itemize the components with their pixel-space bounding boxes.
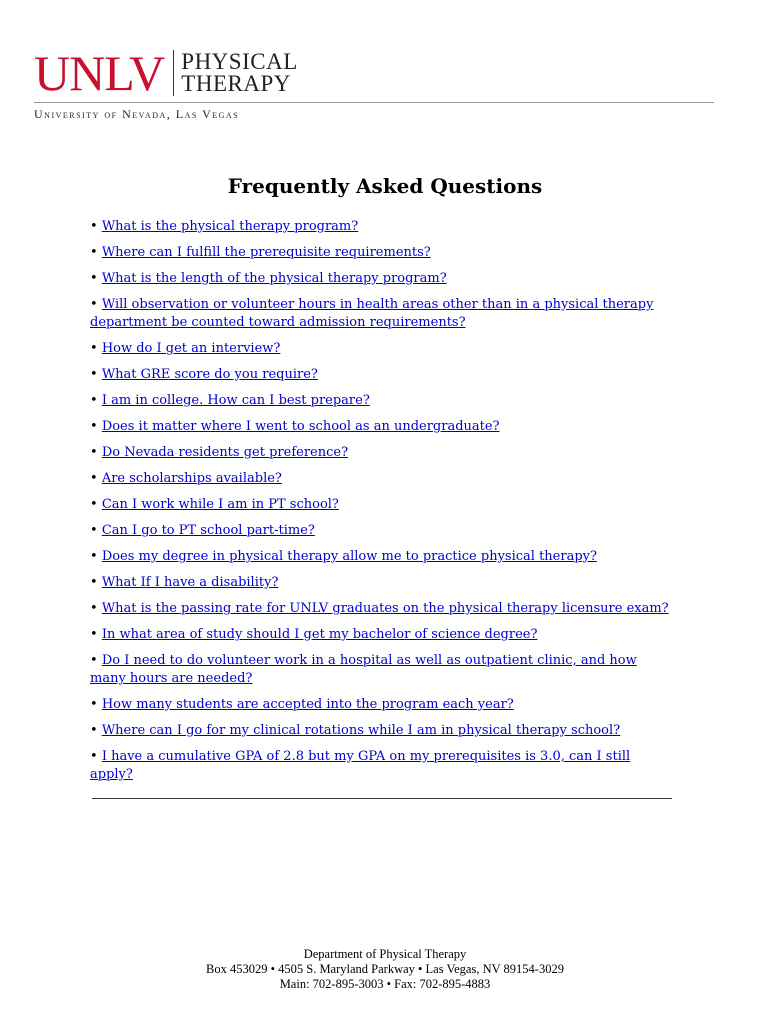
bullet: • (90, 297, 98, 312)
letterhead (34, 45, 714, 121)
faq-item (90, 366, 670, 384)
faq-question-link[interactable]: Where can I fulfill the prerequisite requirements? (101, 245, 431, 260)
bullet: • (90, 653, 98, 668)
logo-wordmark: UNLV (34, 45, 165, 101)
faq-item (90, 574, 670, 592)
bullet: • (90, 393, 98, 408)
faq-item (90, 392, 670, 410)
footer-address (0, 947, 770, 992)
faq-list (90, 218, 670, 792)
faq-item (90, 696, 670, 714)
faq-item (90, 748, 670, 784)
bullet: • (90, 367, 98, 382)
faq-question-link[interactable]: How many students are accepted into the program each year? (101, 697, 514, 712)
faq-question-link[interactable]: What is the passing rate for UNLV graduates on the physical therapy licensure exam? (101, 601, 669, 616)
faq-question-link[interactable]: I am in college. How can I best prepare? (101, 393, 370, 408)
faq-item (90, 418, 670, 436)
faq-item (90, 470, 670, 488)
faq-question-link[interactable]: Where can I go for my clinical rotations while I am in physical therapy school? (101, 723, 621, 738)
logo-dept-line2: THERAPY (181, 71, 291, 96)
faq-question-link[interactable]: What is the physical therapy program? (101, 219, 359, 234)
faq-item (90, 444, 670, 462)
bullet: • (90, 575, 98, 590)
faq-question-link[interactable]: How do I get an interview? (101, 341, 281, 356)
faq-item (90, 626, 670, 644)
bullet: • (90, 549, 98, 564)
bullet: • (90, 245, 98, 260)
logo-dept-line1: PHYSICAL (181, 49, 298, 74)
faq-item (90, 244, 670, 262)
bullet: • (90, 471, 98, 486)
faq-question-link[interactable]: Do Nevada residents get preference? (101, 445, 349, 460)
faq-question-link[interactable]: Can I go to PT school part-time? (101, 523, 315, 538)
footer-address-line: Box 453029 • 4505 S. Maryland Parkway • Las Vegas, NV 89154-3029 (206, 962, 564, 976)
logo-divider (173, 50, 174, 96)
faq-question-link[interactable]: Can I work while I am in PT school? (101, 497, 339, 512)
university-name: University of Nevada, Las Vegas (34, 107, 240, 121)
faq-item (90, 722, 670, 740)
faq-question-link[interactable]: What If I have a disability? (101, 575, 279, 590)
bullet: • (90, 627, 98, 642)
bullet: • (90, 601, 98, 616)
bullet: • (90, 523, 98, 538)
bullet: • (90, 419, 98, 434)
faq-question-link[interactable]: Will observation or volunteer hours in health areas other than in a physical therapy department be counted toward admission requirements? (90, 297, 654, 330)
faq-item (90, 600, 670, 618)
footer-phone-fax: Main: 702-895-3003 • Fax: 702-895-4883 (279, 977, 491, 991)
content-divider (92, 798, 672, 799)
footer-department: Department of Physical Therapy (303, 947, 467, 961)
faq-item (90, 218, 670, 236)
faq-question-link[interactable]: In what area of study should I get my bachelor of science degree? (101, 627, 538, 642)
faq-item (90, 652, 670, 688)
faq-item (90, 496, 670, 514)
faq-item (90, 296, 670, 332)
faq-question-link[interactable]: What GRE score do you require? (101, 367, 318, 382)
logo-department (181, 51, 297, 95)
header-divider (34, 102, 714, 103)
bullet: • (90, 723, 98, 738)
faq-item (90, 522, 670, 540)
unlv-pt-logo (34, 45, 714, 101)
faq-question-link[interactable]: Does my degree in physical therapy allow me to practice physical therapy? (101, 549, 597, 564)
faq-question-link[interactable]: I have a cumulative GPA of 2.8 but my GPA on my prerequisites is 3.0, can I still apply? (90, 749, 631, 782)
bullet: • (90, 445, 98, 460)
bullet: • (90, 497, 98, 512)
faq-question-link[interactable]: Does it matter where I went to school as an undergraduate? (101, 419, 500, 434)
faq-item (90, 340, 670, 358)
bullet: • (90, 271, 98, 286)
bullet: • (90, 749, 98, 764)
faq-item (90, 548, 670, 566)
faq-question-link[interactable]: What is the length of the physical therapy program? (101, 271, 447, 286)
faq-question-link[interactable]: Are scholarships available? (101, 471, 282, 486)
bullet: • (90, 341, 98, 356)
page-title: Frequently Asked Questions (227, 174, 543, 198)
bullet: • (90, 697, 98, 712)
faq-question-link[interactable]: Do I need to do volunteer work in a hospital as well as outpatient clinic, and how many hours are needed? (90, 653, 637, 686)
faq-item (90, 270, 670, 288)
bullet: • (90, 219, 98, 234)
